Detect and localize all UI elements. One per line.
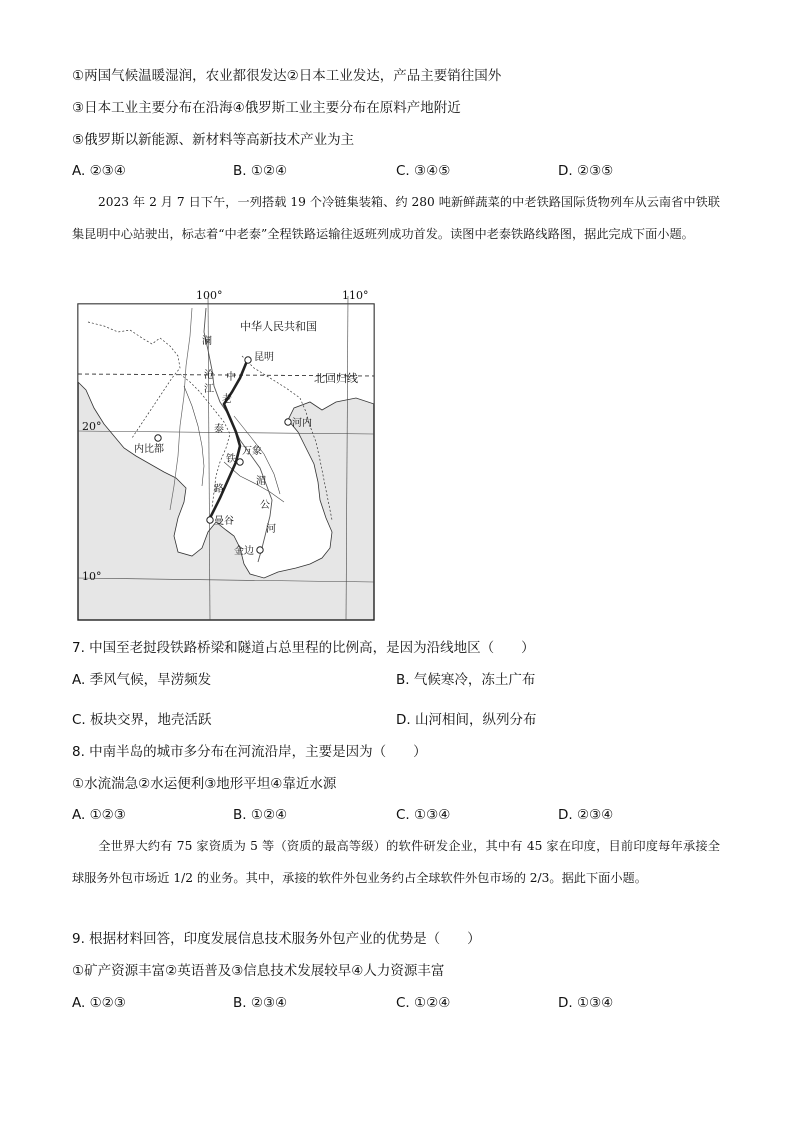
q9-option-d: D. ①③④ [558,995,614,1011]
longitude-100-label: 100° [196,289,223,302]
lancang-char-1: 澜 [202,336,212,347]
q7-option-d: D. 山河相间，纵列分布 [396,712,537,728]
q8-stem: 8. 中南半岛的城市多分布在河流沿岸，主要是因为（ ） [72,744,427,760]
passage-2-text: 全世界大约有 75 家资质为 5 等（资质的最高等级）的软件研发企业，其中有 45 家在印度，目前印度每年承接全球服务外包市场近 1/2 的业务。其中，承接的软件外包业务约占全球软件外包市场的 2/3。据此下面小题。 [72,839,720,885]
label-bangkok: 曼谷 [214,516,234,527]
rail-char-1: 中 [226,372,236,383]
label-china: 中华人民共和国 [240,320,317,333]
q9-option-b: B. ②③④ [233,995,288,1011]
hanoi-marker [285,419,291,425]
rail-char-3: 泰 [214,424,224,435]
q6-statement-line-1: ①两国气候温暖湿润，农业都很发达②日本工业发达，产品主要销往国外 [72,68,502,84]
label-tropic: 北回归线 [314,372,358,385]
longitude-110-label: 110° [342,289,369,302]
railway-route-map [74,286,384,624]
q6-option-a: A. ②③④ [72,163,126,179]
q7-option-a: A. 季风气候，旱涝频发 [72,672,212,688]
rail-char-4: 铁 [226,454,236,465]
q6-option-b: B. ①②④ [233,163,288,179]
mekong-char-1: 湄 [256,476,266,487]
rail-char-5: 路 [214,484,224,495]
kunming-marker [245,357,251,363]
label-vientiane: 万象 [242,446,262,457]
phnompenh-marker [257,547,263,553]
q6-statement-line-2: ③日本工业主要分布在沿海④俄罗斯工业主要分布在原料产地附近 [72,100,461,116]
q7-option-b: B. 气候寒冷，冻土广布 [396,672,536,688]
passage-china-laos-railway [72,186,720,250]
label-lat-10: 10° [82,570,102,583]
passage-1-text: 2023 年 2 月 7 日下午，一列搭载 19 个冷链集装箱、约 280 吨新鲜蔬菜的中老铁路国际货物列车从云南省中铁联集昆明中心站驶出，标志着“中老泰”全程铁路运输往返班列成功首发。读图中老泰铁路线路图，据此完成下面小题。 [72,195,720,241]
q9-option-c: C. ①②④ [396,995,451,1011]
q9-stem: 9. 根据材料回答，印度发展信息技术服务外包产业的优势是（ ） [72,931,481,947]
label-lat-20: 20° [82,420,102,433]
q9-option-a: A. ①②③ [72,995,126,1011]
label-phnompenh: 金边 [234,546,254,557]
naypyidaw-marker [155,435,161,441]
q8-option-c: C. ①③④ [396,807,451,823]
label-hanoi: 河内 [292,418,312,429]
lancang-char-2: 沧 [204,370,214,381]
q8-option-a: A. ①②③ [72,807,126,823]
q7-option-c: C. 板块交界，地壳活跃 [72,712,212,728]
lancang-char-3: 江 [204,384,214,395]
q6-option-d: D. ②③⑤ [558,163,614,179]
vientiane-marker [237,459,243,465]
passage-india-outsourcing [72,830,720,894]
q7-stem: 7. 中国至老挝段铁路桥梁和隧道占总里程的比例高，是因为沿线地区（ ） [72,640,535,656]
bangkok-marker [207,517,213,523]
q8-option-d: D. ②③④ [558,807,614,823]
label-kunming: 昆明 [254,352,274,363]
label-naypyidaw: 内比都 [134,444,164,455]
mekong-char-2: 公 [260,500,270,511]
q8-statements: ①水流湍急②水运便利③地形平坦④靠近水源 [72,776,337,792]
q8-option-b: B. ①②④ [233,807,288,823]
mekong-char-3: 河 [266,524,276,535]
q6-option-c: C. ③④⑤ [396,163,451,179]
q9-statements: ①矿产资源丰富②英语普及③信息技术发展较早④人力资源丰富 [72,963,445,979]
rail-char-2: 老 [222,394,232,405]
q6-statement-line-3: ⑤俄罗斯以新能源、新材料等高新技术产业为主 [72,132,355,148]
